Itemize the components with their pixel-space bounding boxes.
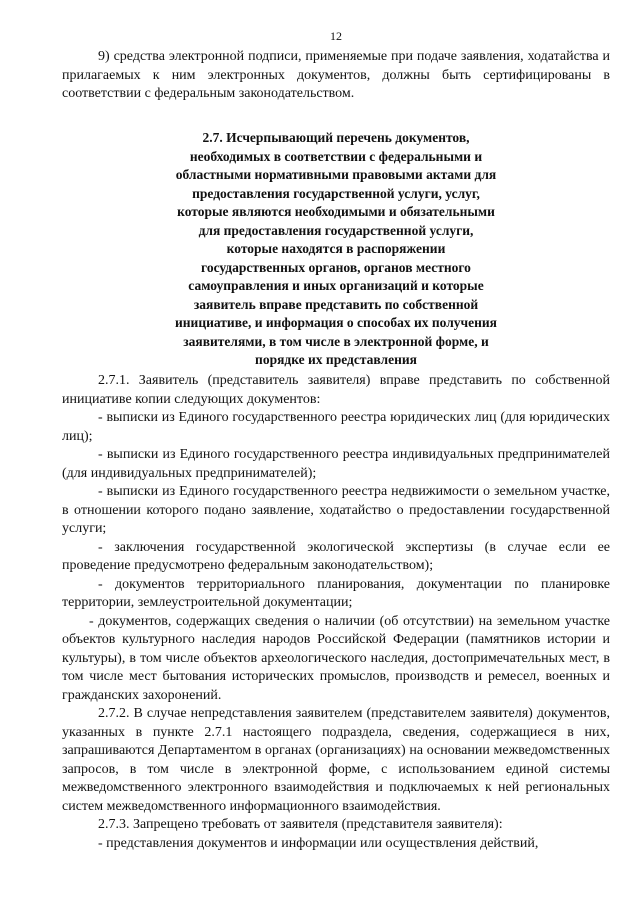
list-item-egrn: - выписки из Единого государственного реестра недвижимости о земельном участке, в отношении которого подано заявление, ходатайство о предоставлении государственной услуги; bbox=[62, 484, 610, 536]
section-heading bbox=[62, 129, 610, 370]
section-heading-line: самоуправления и иных организаций и которые bbox=[188, 278, 484, 293]
section-heading-line: заявителями, в том числе в электронной форме, и bbox=[183, 333, 489, 349]
section-heading-line: предоставления государственной услуги, услуг, bbox=[192, 185, 480, 201]
intro-block bbox=[62, 48, 610, 104]
list-item-egrip: - выписки из Единого государственного реестра индивидуальных предпринимателей (для индивидуальных предпринимателей); bbox=[62, 447, 610, 481]
section-heading-line: областными нормативными правовыми актами для bbox=[175, 167, 497, 182]
intro-paragraph: 9) средства электронной подписи, применяемые при подаче заявления, ходатайства и прилагаемых к ним электронных документов, должны быть сертифицированы в соответствии с федеральным законодательством. bbox=[62, 49, 610, 101]
section-heading-line: порядке их представления bbox=[255, 352, 417, 367]
section-heading-line: 2.7. Исчерпывающий перечень документов, bbox=[202, 130, 470, 145]
section-heading-line: для предоставления государственной услуги, bbox=[198, 222, 474, 238]
list-item-prohibition: - представления документов и информации или осуществления действий, bbox=[98, 835, 539, 851]
list-item-territorial-planning: - документов территориального планирования, документации по планировке территории, землеустроительной документации; bbox=[62, 576, 610, 610]
section-heading-line: которые находятся в распоряжении bbox=[226, 241, 446, 256]
page-number: 12 bbox=[330, 29, 342, 43]
section-heading-line: заявитель вправе представить по собственной bbox=[193, 296, 479, 312]
list-item-cultural-heritage: - документов, содержащих сведения о наличии (об отсутствии) на земельном участке объектов культурного наследия народов Российской Федерации (памятников истории и культуры), в том числе объектов археологического наследия, достопримечательных мест, в том числе мест бытования исторических промыслов, производств и ремесел, военных и гражданских захоронений. bbox=[62, 613, 610, 703]
list-item-ecology-expertise: - заключения государственной экологической экспертизы (в случае если ее проведение предусмотрено федеральным законодательством); bbox=[62, 539, 610, 573]
paragraph-2-7-2: 2.7.2. В случае непредставления заявителем (представителем заявителя) документов, указанных в пункте 2.7.1 настоящего подраздела, сведения, содержащиеся в них, запрашиваются Департаментом в органах (организациях) на основании межведомственных запросов, в том числе в электронной форме, с использованием единой системы межведомственного электронного взаимодействия и подключаемых к ней региональных систем межведомственного информационного взаимодействия. bbox=[62, 706, 610, 814]
paragraph-2-7-1: 2.7.1. Заявитель (представитель заявителя) вправе представить по собственной инициативе копии следующих документов: bbox=[62, 373, 610, 407]
section-heading-line: которые являются необходимыми и обязательными bbox=[177, 204, 495, 219]
section-heading-line: необходимых в соответствии с федеральными и bbox=[189, 148, 483, 164]
document-page bbox=[62, 0, 610, 907]
section-heading-line: государственных органов, органов местного bbox=[201, 259, 471, 275]
section-heading-line: инициативе, и информация о способах их получения bbox=[175, 315, 497, 330]
main-body bbox=[62, 372, 610, 853]
list-item-egrul: - выписки из Единого государственного реестра юридических лиц (для юридических лиц); bbox=[62, 410, 610, 444]
paragraph-2-7-3: 2.7.3. Запрещено требовать от заявителя (представителя заявителя): bbox=[98, 817, 503, 832]
